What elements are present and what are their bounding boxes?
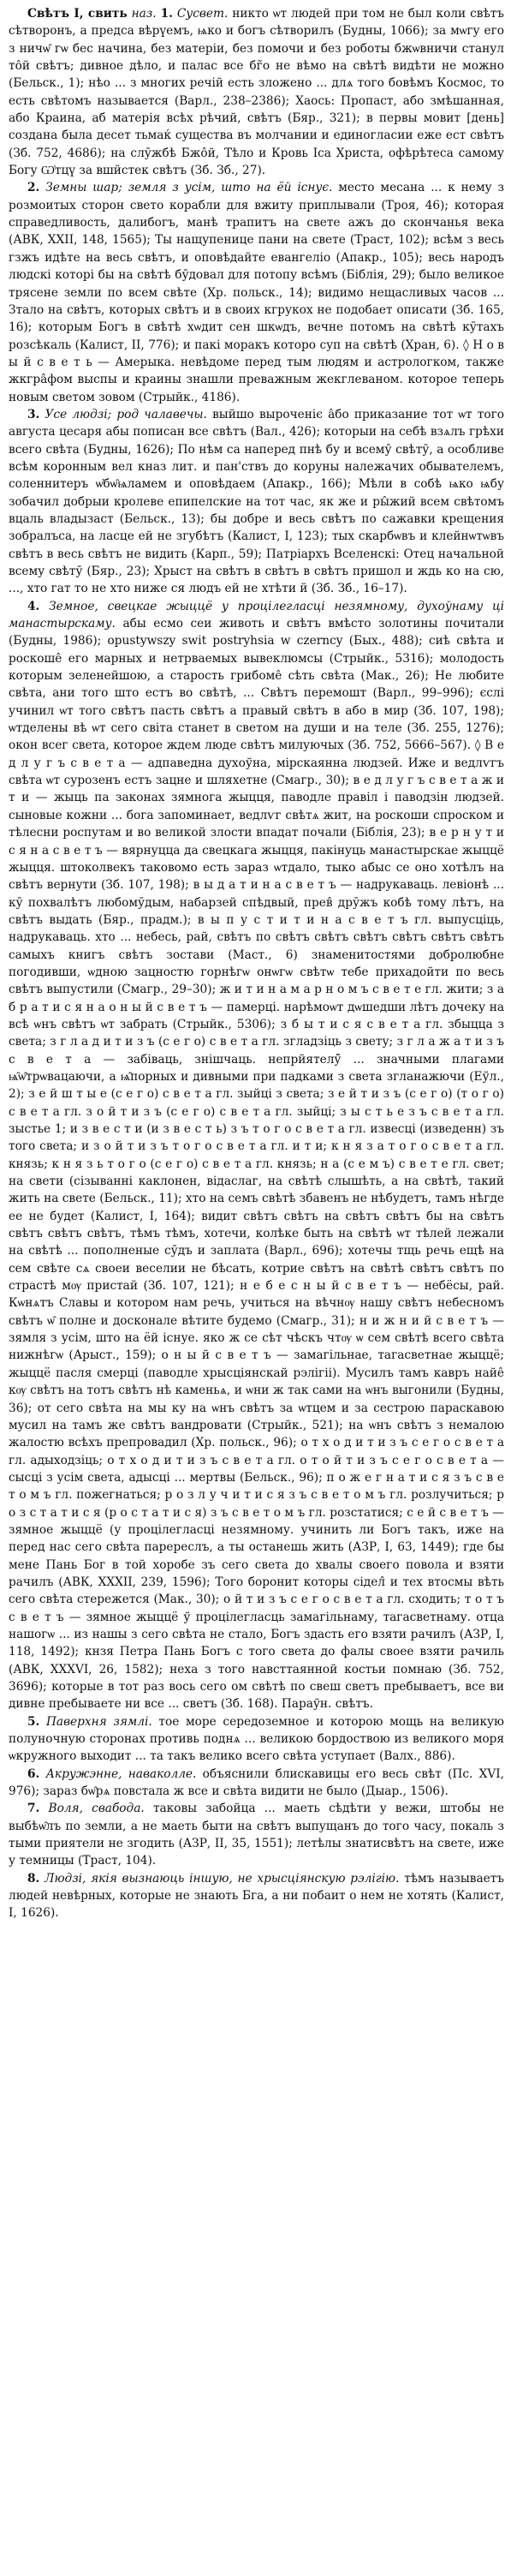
sense-number: 2.	[27, 181, 40, 195]
sense-number: 5.	[27, 1714, 40, 1729]
sense-text: таковы забойца ... маеть сѣдѣти у вежи, штобы не выбѣѡ̂лъ по земли, а не маеть быти на свѣтъ выпущанъ до того часу, покаль з тыми приятели не згодить (АЗР, ІІ, 35, 1551); летѣлы знатисвѣтъ на свете, иже у темницы (Траст, 104).	[9, 1802, 505, 1868]
sense-number: 1.	[160, 7, 173, 21]
sense-gloss: Воля, свабода.	[48, 1802, 145, 1816]
sense-text: абы есмо сеи животь и свѣтъ вмѣсто золотины почитали (Будны, 1986); opustywszy swit postryhsia w czernсy (Бых., 488); сиѣ свѣта и роскоше̂ его марных и нетрваемых вывеклюмсы (Стрыйк., 5316); молодость которым зеленейшою, а старость грибоме̂ сѣть свѣта (Мак., 26); Не любите свѣта, ани того што естъ во свѣтѣ, ... Свѣтъ перемошт (Варл., 99–996); єслі учинил ѡт того свѣтъ пасть свѣтъ а правый свѣтъ в або в мир (Зб. 107, 198); ѡтделены вѣ ѡт сего світа станет в светом на души и на теле (Зб. 255, 1276); окон всег света, которое ждем люде свѣтъ милуючых (Зб. 752, 5666–567). ◊ В е д л у г ъ с в е т а — адпаведна духоўна, мірскаянна людзей. Иже и ведлѵгъ свѣта ѡт сурозенъ естъ зацне и шляхетне (Смагр., 30); в е д л у г ъ с в е т а ж и т и — жыць па законах зямнога жыцця, паводле правіл і паводзін людзей. сыновые кожни ... бога запоминает, ведлѵг свѣтѧ жит, на роскоши спроском и тѣлесни роспутам и во великой злости впадат почали (Біблія, 23); в е р н у т и с я н а с в е т ъ — вярнуцца да свецкага жыцця, пакінуць манастырскае жыццё жыцця. штоколвекъ таковомо есть зараз ѡтдало, тыко абыс се оно хотѣлъ на свѣтъ вернути (Зб. 107, 198); в ы д а т и н а с в е т ъ — надрукаваць. левіонѣ ... кӯ похвалѣтъ любомӯдым, набарзей спѣдвый, прев̂ дрӯжъ кобѣ тому лѣтъ, на свѣтъ выдать (Бяр., прадм.); в ы п у с т и т и н а с в е т ъ гл. выпусцiць, надрукаваць. хто ... небесь, рай, свѣтъ по свѣтъ свѣтъ свѣтъ свѣтъ свѣтъ свѣтъ самыхъ книгъ свѣтъ зостави (Маст., 6)	[9, 617, 504, 962]
sense-4	[9, 598, 504, 1713]
sense-7	[9, 1800, 504, 1869]
sense-number: 3.	[27, 407, 40, 421]
sense-number: 7.	[27, 1802, 40, 1816]
sense-text: объяснили блискавицы его весь свѣт (Пс. XVI, 976); зараз бѡ̂рѧ повстала ж все и свѣта видити не было (Дыар., 1506).	[9, 1766, 505, 1799]
sense-gloss: Сусвет.	[176, 7, 229, 21]
sense-text: тое море середоземное и которою мощь на великую полуночную сторонах противь поднѧ ... великою бордоствою из великого моря ѡкружного выходит ... та такъ велико всего свѣта уступает (Валх., 886).	[9, 1714, 504, 1764]
entry-headword: Свѣтъ I, свить	[27, 7, 128, 21]
sense-text: тѣмъ называетъ людей невѣрных, которые не знають Бга, а ни побаит о нем не хотять (Калист, І, 1626).	[9, 1871, 505, 1921]
sense-1	[9, 5, 504, 179]
sense-text: место месана ... к нему з розмоитых сторон свето корабли для вжиту приплывали (Троя, 46); которая справедливость, далибогъ, манѣ трапитъ на свете ажъ до скончанья века (АВК, ХХІІ, 148, 1565); Ты нащупенице пани на свете (Траст, 102); всѣм з весь гзжъ идѣте на весь свѣтъ, и оповѣдайте евангеліо (Апакр., 105); весь народъ людскі которі бы на свѣтѣ бӯдовал для потопу всѣмъ (Біблія, 29); было великое трясене земли по всем свѣте (Хр. польск., 14); видимо нещасливых часов ... Зтало на свѣтъ, которых свѣтъ и в своих кгрукох не подобает описати (Зб. 165, 16); которым Богъ в свѣтѣ хѡдит сен шкѡдъ, вечне потомъ на свѣтѣ кӯтахъ розсѣкаль (Калист, ІІ, 776); и пакі моракъ которо суп на свѣтѣ (Хран, 6). ◊ Н о в ы й с в е т ь — Амерыка. невѣдоме перед тым людям и астрологком, также жкгра̂фом выспы и краины знашли преважным жекглеваном. которое теперь новым светом зовом (Стрыйк., 4186).	[9, 181, 504, 404]
sense-gloss: Земное, свецкае жыццё у процілегласці незямному, духоўнаму ці манастырскаму.	[9, 599, 504, 631]
entry-grammar: наз.	[131, 7, 157, 21]
sense-3	[9, 406, 504, 598]
sense-text-continued: знаменитостями добролюбне погодивши, ѡдною зацностю горнѣгѡ онѡгѡ свѣтѡ тебе прихадойти по весь свѣтъ выпустили (Смагр., 29–30); ж и т и н а м а р н о м ъ с в е т е гл. жити; з а б р а т и с я н а о н ы й с в е т ъ — памерці. нарѣмоѡт дѡшедши лѣтъ дочеку на всѣ ѡнъ свѣтъ ѡт забрать (Стрыйк., 5306); з б ы т и с я с в е т а гл. збыцца з света; з г л а д и т и з ъ (с е г о) с в е т а гл. згладзіць з свету; з г л а ж а т и з ъ с в е т а — забіваць, знішчаць. непрйятелӯ̑ ... значными плагами ѩ̂ѡ̑трѡвацаючи, а ѩ̂порных и дивными при падками з света згланажючи (Еўл., 2); з е й ш т ы е (с е г о) с в е т а гл. зыйці з света; з е й т и з ъ (с е г о) (т о г о) с в е т а гл. з о й т и з ъ (с е г о) с в е т а гл. зыйці; з ы с т ь е з ъ с в е т а гл. зыстьe 1; и з в е с т и (и з в е с т ь) з ъ т о г о с в е т а гл. извесці (изведенн) зъ того света; и з о й т и з ъ т о г о с в е т а гл. и т и; к н я з а т о г о с в е т а гл. князь; к н я з ь т о г о (с е г о) с в е т а гл. князь; н а (с е м ъ) с в е т е гл. свет; на свети (сізыванні каклонен, відаслаг, на свѣтѣ слышѣть, а на свѣтѣ, такий жить на свете (Бельск., 11); хто на семъ свѣтѣ збавенъ не нѣбудетъ, тамъ нѣгде ее не будет (Калист, І, 164); видит свѣтъ свѣтъ на свѣтъ свѣтъ бы на свѣтъ свѣтъ свѣтъ свѣтъ, тѣмъ тѣмъ, хотечи, колѣке быть на свѣтѣ ѡт тѣлей лежали на свѣтѣ ... пополненые сӯдъ и заплата (Варл., 696); хотечы тщь речь ещѣ на сем свѣте сѧ своеи веселии не бѣсать, котрие свѣтъ на свѣтѣ свѣтъ свѣтъ по страстѣ мѹ пристай (Зб. 107, 121); н е б е с н ы й с в е т ъ — небёсы, рай. Кѡнѧтъ Славы и котором нам речь, учиться на вѣчнѹ нашу свѣтъ небесномъ свѣтъ ѡ̂ полне и досконале вѣтите будемо (Смагр., 31); н и ж н и й с в е т ъ — зямля з усім, што на ёй існуе. яко ж се сѣт чѣскъ чтѹ ѡ сем свѣтѣ всего свѣта нижнѣгѡ (Арыст., 159); о н ы й с в е т ъ — замагільнае, тагасветнае жыццё; жыццё пасля смерці (паводле хрысціянскай рэлігіі). Мусилъ тамъ кавръ найе̂ кѹ свѣтъ на тотъ свѣтъ нѣ каменьѧ, и ѡни ж так сами на ѡнъ выгонили (Будны, 36); от сего свѣта на мы ку на ѡнъ свѣтъ за ѡтцем и за сестрою параскавою мусил на тамъ же свѣтъ вандровати (Стрыйк., 521); на ѡнъ свѣтъ з немалою жалостю всѣхъ препровадил (Хр. польск., 96); о т х о д и т и з ъ с е г о с в е т а гл. адыходзіць; о т х о д и т и з ъ с в е т а гл. о т о й т и з ъ с е г о с в е т а — сысці з усім света, адысці ... мертвы (Бельск., 96); п о ж е г н а т и с я з ъ с в е т о м ъ гл. пожегнаться; р о з л у ч и т и с я з ъ с в е т о м ъ гл. розлучиться; р о з с т а т и с я (р о с т а т и с я) з ъ с в е т о м ъ гл. розстатися; с е й с в е т ъ — зямное жыццё (у процілегласці незямному. учинить ли Богъ такъ, иже на перед нас сего свѣта паререслъ, а ты останешь жить (АЗР, І, 63, 1449); где бы мене Пань Бог в той хоробе зъ сего света до хвалы своего повола и взяти рачилъ (АВК, ХХХІІ, 239, 1596); Того боронит которы сідел̂ и тех втосмы вѣть сего свѣта стережется (Мак., 30); о й т и з ъ с е г о с в е т а гл. сходить; т о т ъ с в е т ъ — зямное жыццё ў процілегласць замагільнаму, тагасветнаму. отца нашогѡ ... из нашы з сего свѣта не стало, Богъ здасть его взяти рачилъ (АЗР, І, 118, 1492); кнзя Петра Пань Богъ с того света до фалы своее взяти рачиль (АВК, XXXVI, 26, 1582); неха з того навсттаянной костьи помнаю (Зб. 752, 3696); которые в тот раз вось сего ом свѣтѣ по свеш светъ пребываетъ, все ви дивне пребываете ни все ... светъ (Зб. 168). Параўн. свѣтъ.	[9, 947, 504, 1712]
sense-number: 4.	[27, 599, 40, 613]
sense-2	[9, 179, 504, 405]
sense-8	[9, 1870, 504, 1922]
sense-gloss: Акружэнне, наваколле.	[45, 1766, 197, 1781]
sense-text: никто ѡт людей при том не был коли свѣтъ сѣтворонъ, а предса вѣрүемъ, ѩко и богъ сѣтворилъ (Будны, 1066); за мѡгу его з ничѡ̂ гѡ бес начина, без матеріи, без помочи и без роботы бжѡвничи станул то̂й свѣтъ; дивное дѣло, и палас все бг̃о не вѣмо на свѣтѣ видѣти не можно (Бельск., 1); нѣо ... з многих речій есть зложено ... длѧ того бовѣмъ Космос, то есть свѣтомъ называется (Варл., 238–2386); Хаось: Пропаст, або змѣшанная, або Краина, аб матерія всѣх рѣчий, свѣтъ (Бяр., 321); в первы мовит [день] создана была десет тьмаќ существа въ молчании и единогласии еже ест свѣтъ (Зб. 752, 4686); на слӯжбѣ Бжо̂й, Тѣло и Кровь Іса Христа, офѣрѣтеса самому Богу Ѡ҆тцү за вшйстек свѣтъ (Зб. Зб., 27).	[9, 7, 504, 178]
sense-6	[9, 1766, 504, 1801]
sense-number: 8.	[27, 1871, 40, 1886]
sense-gloss: Усе людзі; род чалавечы.	[45, 407, 207, 421]
sense-number: 6.	[27, 1766, 40, 1781]
sense-gloss: Земны шар; земля з усім, што на ёй існує.	[45, 181, 333, 195]
sense-5	[9, 1713, 504, 1766]
sense-text: выйшо выроченіє а̂бо приказание тот ѡт того августа цесаря абы пописан все свѣтъ (Вал., 426); которыи на себѣ взѧлъ грѣхи всего свѣта (Будны, 1626); По нѣм са наперед пнѣ бу и всемӯ свѣтӯ, а особливе всѣм коронным вел кназ лит. и пан'ствъ до коруны належачих обывателемъ, соленнитеръ ѡ҆бѡ̂ѩламем и оповѣдаем (Апакр., 166); Мѣли в собѣ ѩко ѩбу зобачил добрыи кролеве епипелские на тот час, як же и ры̂жий всем свѣтомъ вцаль владызаст (Бельск., 13); бы добре и весь свѣтъ по сажавки крещения зобралъса, на ласце ей не згубѣтъ (Калист, І, 123); тых скарбѡвъ и клейнѡтѡвъ свѣтъ в весь свѣтъ не видить (Карп., 59); Патріархъ Вселенскі: Отец начальной всему свѣтӯ (Бяр., 23); Хрыст на свѣтъ в свѣтъ в свѣтъ пришол и ждь ко на сю, ..., хто гат то не хто ниже ся людъ ей не хтѣти й (Зб. Зб., 16–17).	[9, 407, 504, 596]
sense-gloss: Людзі, якія вызнаюць іншую, не хрысціянскую рэлігію.	[45, 1871, 400, 1886]
sense-gloss: Паверхня зямлі.	[45, 1714, 152, 1729]
dictionary-entry	[9, 5, 504, 1922]
